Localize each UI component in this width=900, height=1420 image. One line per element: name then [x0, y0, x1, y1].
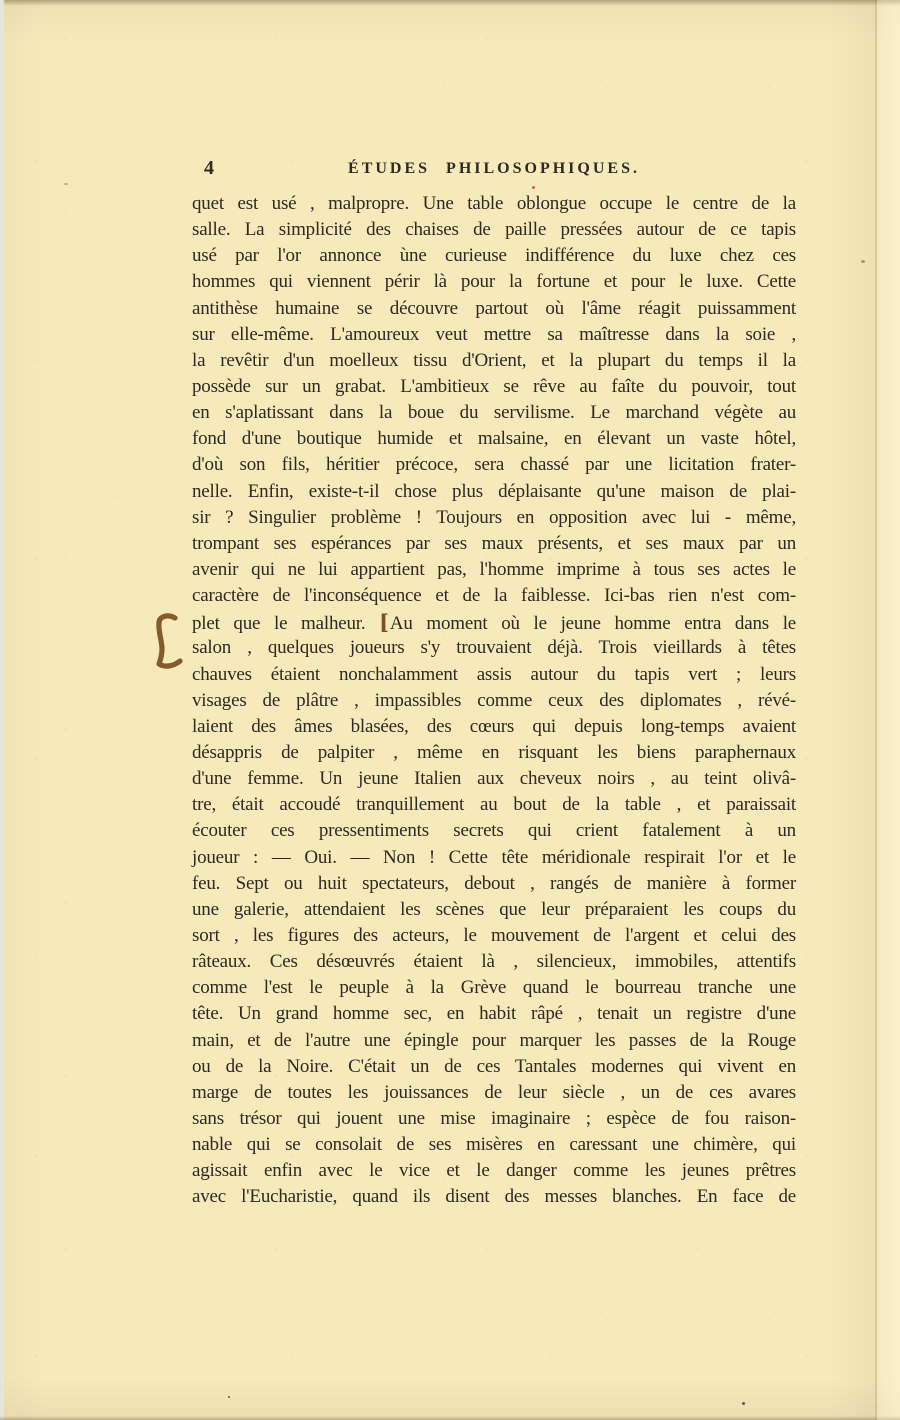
text-line: désappris de palpiter , même en risquant les biens paraphernaux [192, 741, 796, 763]
running-header-row [192, 157, 796, 181]
text-line: tête. Un grand homme sec, en habit râpé , tenait un registre d'une [192, 1003, 796, 1025]
page-left-edge [0, 0, 5, 1420]
text-line: écouter ces pressentiments secrets qui crient fatalement à un [192, 820, 796, 842]
text-line: joueur : — Oui. — Non ! Cette tête méridionale respirait l'or et le [192, 846, 796, 868]
page-number: 4 [204, 157, 215, 179]
text-line: caractère de l'inconséquence et de la faiblesse. Ici-bas rien n'est com- [192, 585, 796, 607]
page-top-edge [0, 0, 900, 6]
text-line: sur elle-même. L'amoureux veut mettre sa maîtresse dans la soie , [192, 323, 796, 345]
text-line: salon , quelques joueurs s'y trouvaient déjà. Trois vieillards à têtes [192, 637, 796, 659]
text-line: sir ? Singulier problème ! Toujours en opposition avec lui - même, [192, 506, 796, 528]
handwritten-bracket-inline-mark: [ [379, 609, 389, 635]
text-line: avec l'Eucharistie, quand ils disent des messes blanches. En face de [192, 1186, 796, 1208]
paper-speck [64, 183, 68, 185]
text-line: feu. Sept ou huit spectateurs, debout , rangés de manière à former [192, 872, 796, 894]
text-line: sans trésor qui jouent une mise imaginaire ; espèce de fou raison- [192, 1107, 796, 1129]
text-line: antithèse humaine se découvre partout où l'âme réagit puissamment [192, 297, 796, 319]
text-line: tre, était accoudé tranquillement au bout de la table , et paraissait [192, 794, 796, 816]
text-line: ou de la Noire. C'était un de ces Tantales modernes qui vivent en [192, 1055, 796, 1077]
text-line: d'où son fils, héritier précoce, sera chassé par une licitation frater- [192, 454, 796, 476]
text-line: une galerie, attendaient les scènes que leur préparaient les coups du [192, 898, 796, 920]
text-line: fond d'une boutique humide et malsaine, en élevant un vaste hôtel, [192, 428, 796, 450]
paper-speck [742, 1402, 745, 1405]
paper-speck [228, 1396, 230, 1398]
text-line: d'une femme. Un jeune Italien aux cheveux noirs , au teint olivâ- [192, 768, 796, 790]
text-line: comme l'est le peuple à la Grève quand le bourreau tranche une [192, 977, 796, 999]
text-line: trompant ses espérances par ses maux présents, et ses maux par un [192, 532, 796, 554]
text-line: en s'aplatissant dans la boue du servilisme. Le marchand végète au [192, 402, 796, 424]
text-line: agissait enfin avec le vice et le danger comme les jeunes prêtres [192, 1160, 796, 1182]
paper-speck [532, 186, 535, 189]
text-line: chauves étaient nonchalamment assis autour du tapis vert ; leurs [192, 663, 796, 685]
text-line: nelle. Enfin, existe-t-il chose plus déplaisante qu'une maison de plai- [192, 480, 796, 502]
text-line: laient des âmes blasées, des cœurs qui depuis long-temps avaient [192, 715, 796, 737]
running-title: ÉTUDES PHILOSOPHIQUES. [348, 160, 640, 177]
text-line: salle. La simplicité des chaises de paille pressées autour de ce tapis [192, 219, 796, 241]
text-line: avenir qui ne lui appartient pas, l'homme imprime à tous ses actes le [192, 558, 796, 580]
text-line: usé par l'or annonce ùne curieuse indifférence du luxe chez ces [192, 245, 796, 267]
text-line: visages de plâtre , impassibles comme ceux des diplomates , révé- [192, 689, 796, 711]
text-line: possède sur un grabat. L'ambitieux se rêve au faîte du pouvoir, tout [192, 375, 796, 397]
text-line: main, et de l'autre une épingle pour marquer les passes de la Rouge [192, 1029, 796, 1051]
text-line: râteaux. Ces désœuvrés étaient là , silencieux, immobiles, attentifs [192, 951, 796, 973]
page-right-margin-band [877, 0, 900, 1420]
text-line: sort , les figures des acteurs, le mouvement de l'argent et celui des [192, 924, 796, 946]
text-line: la revêtir d'un moelleux tissu d'Orient, et la plupart du temps il la [192, 349, 796, 371]
handwritten-bracket-margin-mark [146, 611, 184, 673]
body-text-block [192, 191, 796, 1210]
text-line: marge de toutes les jouissances de leur siècle , un de ces avares [192, 1081, 796, 1103]
page-bottom-edge [0, 1416, 900, 1420]
paper-speck [861, 260, 865, 263]
text-line: plet que le malheur. [Au moment où le jeune homme entra dans le [192, 609, 797, 635]
text-line: quet est usé , malpropre. Une table oblongue occupe le centre de la [192, 193, 796, 214]
text-line: nable qui se consolait de ses misères en caressant une chimère, qui [192, 1134, 796, 1156]
text-line: hommes qui viennent périr là pour la fortune et pour le luxe. Cette [192, 271, 796, 293]
